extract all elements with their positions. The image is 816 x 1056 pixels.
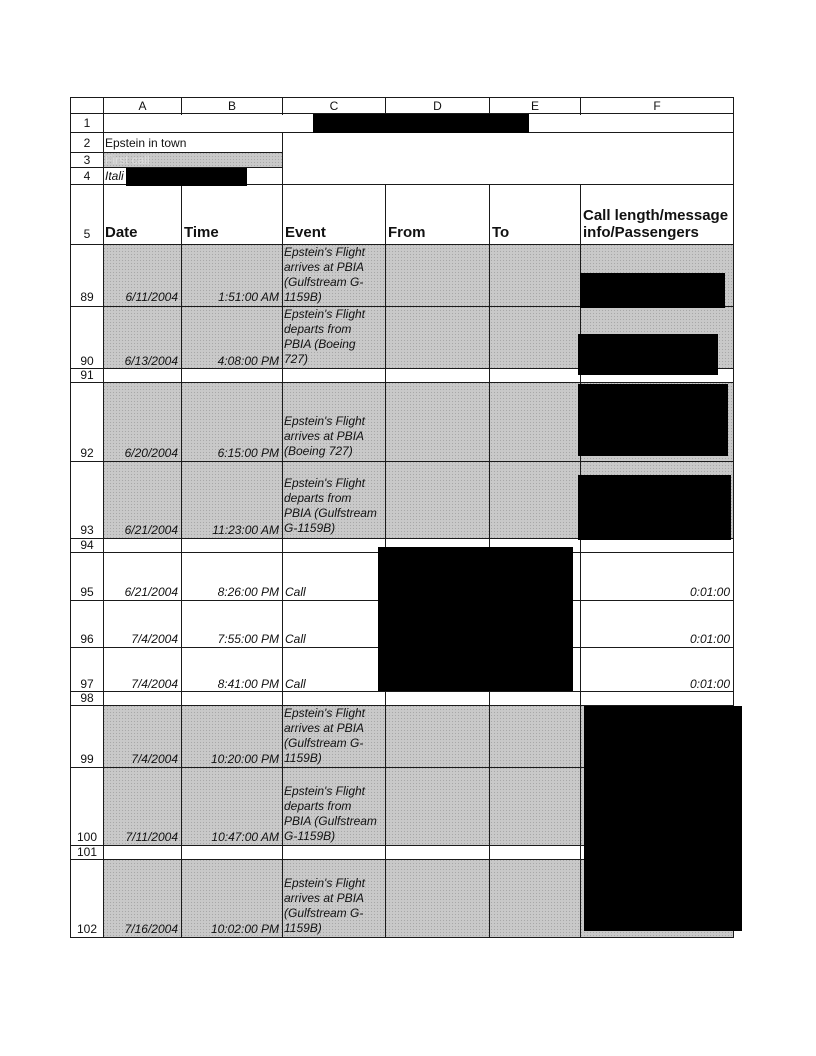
- redaction-block: [578, 384, 728, 456]
- date-cell[interactable]: 6/20/2004: [124, 446, 178, 460]
- row-number-99[interactable]: 99: [80, 752, 94, 766]
- time-cell[interactable]: 10:47:00 AM: [211, 830, 279, 844]
- row-number-91[interactable]: 91: [80, 368, 94, 382]
- row-number-101[interactable]: 101: [76, 845, 98, 859]
- event-cell[interactable]: Epstein's Flight departs from PBIA (Boeing 727): [284, 307, 365, 366]
- redaction-block: [126, 168, 247, 186]
- event-cell[interactable]: Call: [285, 677, 306, 691]
- row-number-102[interactable]: 102: [76, 922, 98, 936]
- row-number-2[interactable]: 2: [83, 136, 91, 150]
- column-header-e[interactable]: E: [530, 99, 539, 113]
- row-number-98[interactable]: 98: [80, 691, 94, 705]
- row-number-94[interactable]: 94: [80, 538, 94, 552]
- event-cell[interactable]: Call: [285, 585, 306, 599]
- time-cell[interactable]: 8:26:00 PM: [217, 585, 279, 599]
- row-number-1[interactable]: 1: [83, 116, 91, 130]
- time-cell[interactable]: 10:02:00 PM: [210, 922, 279, 936]
- date-cell[interactable]: 7/16/2004: [124, 922, 178, 936]
- date-cell[interactable]: 6/21/2004: [124, 585, 178, 599]
- event-cell[interactable]: Epstein's Flight departs from PBIA (Gulfstream G-1159B): [284, 784, 377, 843]
- column-header-b[interactable]: B: [227, 99, 236, 113]
- date-cell[interactable]: 7/4/2004: [131, 632, 178, 646]
- time-cell[interactable]: 8:41:00 PM: [217, 677, 279, 691]
- column-header-a[interactable]: A: [138, 99, 147, 113]
- row-number-3[interactable]: 3: [83, 153, 91, 167]
- date-cell[interactable]: 6/11/2004: [125, 290, 178, 304]
- time-cell[interactable]: 6:15:00 PM: [217, 446, 279, 460]
- header-date[interactable]: Date: [105, 224, 138, 241]
- row-number-5[interactable]: 5: [83, 227, 91, 241]
- row-number-95[interactable]: 95: [80, 585, 94, 599]
- time-cell[interactable]: 1:51:00 AM: [218, 290, 279, 304]
- event-cell[interactable]: Epstein's Flight arrives at PBIA (Boeing 727): [284, 414, 365, 458]
- header-from[interactable]: From: [388, 224, 426, 241]
- event-cell[interactable]: Epstein's Flight arrives at PBIA (Gulfstream G- 1159B): [284, 876, 365, 935]
- row-number-100[interactable]: 100: [76, 830, 98, 844]
- row-number-93[interactable]: 93: [80, 523, 94, 537]
- event-cell[interactable]: Epstein's Flight departs from PBIA (Gulfstream G-1159B): [284, 476, 377, 535]
- column-header-d[interactable]: D: [433, 99, 442, 113]
- call-length-cell[interactable]: 0:01:00: [689, 677, 730, 691]
- event-cell[interactable]: Epstein's Flight arrives at PBIA (Gulfstream G- 1159B): [284, 706, 365, 765]
- date-cell[interactable]: 6/13/2004: [124, 354, 178, 368]
- date-cell[interactable]: 6/21/2004: [124, 523, 178, 537]
- call-length-cell[interactable]: 0:01:00: [689, 632, 730, 646]
- redaction-block: [313, 114, 529, 133]
- time-cell[interactable]: 11:23:00 AM: [212, 523, 279, 537]
- date-cell[interactable]: 7/4/2004: [131, 752, 178, 766]
- event-cell[interactable]: Epstein's Flight arrives at PBIA (Gulfstream G- 1159B): [284, 245, 365, 304]
- time-cell[interactable]: 7:55:00 PM: [217, 632, 279, 646]
- call-length-cell[interactable]: 0:01:00: [689, 585, 730, 599]
- redaction-block: [378, 547, 573, 691]
- column-header-f[interactable]: F: [653, 99, 661, 113]
- header-event[interactable]: Event: [285, 224, 326, 241]
- legend-italic-cell[interactable]: Itali: [105, 169, 124, 183]
- row-number-97[interactable]: 97: [80, 677, 94, 691]
- header-to[interactable]: To: [492, 224, 510, 241]
- date-cell[interactable]: 7/4/2004: [131, 677, 178, 691]
- time-cell[interactable]: 4:08:00 PM: [217, 354, 279, 368]
- legend-first-call[interactable]: First call: [105, 153, 150, 167]
- header-time[interactable]: Time: [184, 224, 219, 241]
- redaction-block: [580, 273, 725, 308]
- column-header-c[interactable]: C: [329, 99, 339, 113]
- row-number-96[interactable]: 96: [80, 632, 94, 646]
- row-number-4[interactable]: 4: [83, 169, 91, 183]
- redaction-block: [584, 706, 742, 931]
- redaction-block: [578, 475, 731, 540]
- event-cell[interactable]: Call: [285, 632, 306, 646]
- row-number-92[interactable]: 92: [80, 446, 94, 460]
- row-number-89[interactable]: 89: [80, 290, 94, 304]
- date-cell[interactable]: 7/11/2004: [125, 830, 178, 844]
- legend-epstein-in-town[interactable]: Epstein in town: [105, 136, 187, 150]
- redaction-block: [578, 334, 718, 375]
- header-call-info[interactable]: Call length/message info/Passengers: [583, 207, 729, 241]
- time-cell[interactable]: 10:20:00 PM: [210, 752, 279, 766]
- row-number-90[interactable]: 90: [80, 354, 94, 368]
